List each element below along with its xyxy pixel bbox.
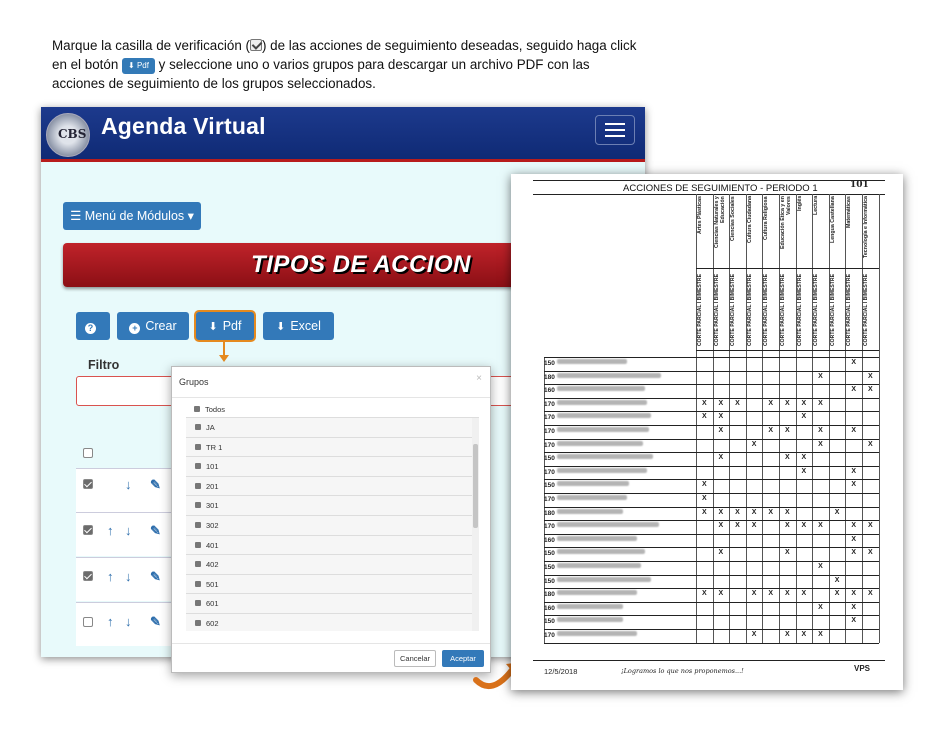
action-mark: X (867, 549, 873, 557)
action-mark: X (834, 508, 840, 516)
action-mark: X (801, 631, 807, 638)
report-date: 12/5/2018 (544, 667, 578, 676)
period-header: CORTE PARCIAL I BIMESTRE (846, 274, 853, 346)
modal-title: Grupos (179, 377, 209, 387)
list-item[interactable]: 401 (186, 536, 479, 556)
subject-header: Artes Plásticas (697, 196, 703, 234)
redacted-name (557, 536, 637, 541)
list-item[interactable]: 501 (186, 575, 479, 595)
action-mark: X (784, 454, 790, 462)
redacted-name (557, 604, 623, 609)
student-row: 170 (544, 493, 627, 507)
action-mark: X (818, 563, 823, 570)
select-all-groups[interactable]: Todos (194, 405, 225, 414)
checkbox-icon (194, 406, 200, 412)
redacted-name (557, 590, 637, 595)
action-mark: X (834, 590, 840, 598)
redacted-name (557, 563, 641, 568)
action-mark: X (801, 590, 807, 598)
action-mark: X (851, 427, 857, 434)
action-mark: X (718, 427, 724, 434)
period-header: CORTE PARCIAL I BIMESTRE (796, 274, 803, 346)
student-row: 150 (544, 452, 653, 466)
redacted-name (557, 617, 623, 622)
student-row: 160 (544, 534, 637, 548)
student-row: 180 (544, 588, 637, 602)
filter-label: Filtro (88, 358, 120, 372)
redacted-name (557, 373, 661, 378)
action-mark: X (801, 399, 807, 407)
action-mark: X (751, 440, 757, 448)
period-header: CORTE PARCIAL I BIMESTRE (813, 274, 820, 346)
checkbox-icon (250, 39, 262, 51)
action-mark: X (701, 399, 707, 407)
action-mark: X (751, 590, 757, 598)
action-mark: X (751, 508, 757, 516)
action-mark: X (867, 522, 873, 530)
redacted-name (557, 386, 645, 391)
student-row: 170 (544, 439, 643, 453)
redacted-name (557, 454, 653, 459)
plus-icon: + (129, 323, 140, 334)
action-mark: X (735, 522, 740, 530)
row-checkbox[interactable] (83, 617, 93, 627)
groups-modal (171, 366, 491, 673)
period-header: CORTE PARCIAL I BIMESTRE (730, 274, 737, 346)
action-mark: X (801, 454, 807, 462)
arrow-down-icon[interactable]: ↓ (125, 477, 132, 492)
help-button[interactable] (76, 312, 110, 340)
action-mark: X (735, 399, 740, 407)
action-mark: X (867, 440, 873, 448)
checkbox-icon (195, 620, 201, 626)
download-icon: ⬇ (208, 321, 218, 333)
arrow-down-icon (219, 355, 229, 362)
checkbox-icon (195, 463, 201, 469)
checkbox-icon (195, 424, 201, 430)
student-row: 150 (544, 357, 627, 371)
action-mark: X (784, 631, 790, 638)
action-mark: X (718, 522, 724, 530)
period-header: CORTE PARCIAL I BIMESTRE (780, 274, 786, 346)
student-row: 170 (544, 425, 649, 439)
page-title: TIPOS DE ACCION (251, 251, 471, 278)
action-mark: X (818, 631, 823, 638)
action-mark: X (701, 481, 707, 489)
arrow-up-icon[interactable]: ↑ (107, 569, 114, 584)
list-item[interactable]: TR 1 (186, 438, 479, 458)
action-mark: X (851, 386, 857, 394)
list-item[interactable]: JA (186, 418, 479, 438)
school-logo: CBS (46, 113, 90, 157)
redacted-name (557, 509, 623, 514)
action-mark: X (851, 522, 857, 530)
action-mark: X (701, 495, 707, 502)
row-checkbox[interactable] (83, 571, 93, 581)
student-row: 150 (544, 561, 641, 575)
select-all-checkbox[interactable] (83, 448, 93, 458)
student-row: 170 (544, 466, 647, 480)
cancel-button[interactable]: Cancelar (394, 650, 436, 667)
action-mark: X (701, 508, 707, 516)
subject-header: Cultura Religiosa (763, 196, 770, 240)
action-mark: X (784, 590, 790, 598)
action-mark: X (768, 399, 774, 407)
redacted-name (557, 468, 647, 473)
arrow-up-icon[interactable]: ↑ (107, 523, 114, 538)
subject-header: Ciencias Sociales (730, 196, 737, 241)
modules-menu-button[interactable]: ☰ Menú de Módulos ▾ (63, 202, 201, 230)
period-header: CORTE PARCIAL I BIMESTRE (746, 274, 753, 346)
action-mark: X (851, 603, 857, 611)
subject-header: Educación Ética y en Valores (780, 196, 792, 249)
scrollbar[interactable] (472, 418, 479, 631)
redacted-name (557, 522, 659, 527)
student-row: 150 (544, 575, 651, 589)
action-mark: X (718, 413, 724, 421)
checkbox-icon (195, 542, 201, 548)
report-motto: ¡Logramos lo que nos proponemos...! (621, 667, 744, 675)
student-row: 150 (544, 615, 623, 629)
action-mark: X (768, 590, 774, 598)
list-item[interactable]: 402 (186, 555, 479, 575)
student-row: 180 (544, 371, 661, 385)
list-item[interactable]: 101 (186, 457, 479, 477)
report-title: ACCIONES DE SEGUIMIENTO - PERIODO 1 (623, 183, 818, 194)
action-mark: X (818, 399, 823, 407)
close-icon[interactable]: × (476, 373, 482, 384)
redacted-name (557, 427, 649, 432)
action-mark: X (818, 427, 823, 434)
checkbox-icon (195, 444, 201, 450)
vps-logo: VPS (854, 664, 871, 673)
question-icon: ? (85, 323, 96, 334)
subject-header: Lengua Castellana (829, 196, 836, 243)
checkbox-icon (195, 502, 201, 508)
list-item[interactable]: 602 (186, 614, 479, 631)
action-mark: X (768, 508, 774, 516)
action-mark: X (867, 590, 873, 598)
student-row: 170 (544, 629, 637, 643)
action-mark: X (818, 440, 823, 448)
student-row: 160 (544, 602, 623, 616)
action-mark: X (851, 590, 857, 598)
checkbox-icon (195, 581, 201, 587)
list-item[interactable]: 302 (186, 516, 479, 536)
row-checkbox[interactable] (83, 525, 93, 535)
group-list (186, 417, 479, 631)
period-header: CORTE PARCIAL I BIMESTRE (829, 274, 836, 346)
create-button[interactable]: + Crear (117, 312, 189, 340)
edit-icon[interactable]: ✎ (150, 569, 161, 584)
checkbox-icon (195, 483, 201, 489)
action-mark: X (818, 372, 823, 380)
redacted-name (557, 549, 645, 554)
accept-button[interactable]: Aceptar (442, 650, 484, 667)
excel-button[interactable]: ⬇ Excel (263, 312, 334, 340)
subject-header: Matemáticas (846, 196, 853, 228)
action-mark: X (718, 399, 724, 407)
action-mark: X (801, 522, 807, 530)
redacted-name (557, 495, 627, 500)
hamburger-menu-button[interactable] (595, 115, 635, 145)
action-mark: X (851, 481, 857, 489)
list-item[interactable]: 601 (186, 594, 479, 614)
action-mark: X (718, 549, 724, 557)
download-icon: ⬇ (276, 321, 286, 333)
list-item[interactable]: 201 (186, 477, 479, 497)
action-mark: X (801, 467, 807, 475)
period-header: CORTE PARCIAL I BIMESTRE (713, 274, 720, 346)
action-mark: X (851, 359, 857, 366)
action-mark: X (751, 631, 757, 638)
arrow-down-icon[interactable]: ↓ (125, 614, 132, 629)
action-mark: X (867, 372, 873, 380)
action-mark: X (735, 508, 740, 516)
period-header: CORTE PARCIAL I BIMESTRE (763, 274, 770, 346)
arrow-down-icon[interactable]: ↓ (125, 523, 132, 538)
action-mark: X (784, 508, 790, 516)
action-mark: X (818, 522, 823, 530)
subject-header: Lectura (813, 196, 820, 216)
checkbox-icon (195, 600, 201, 606)
action-mark: X (701, 590, 707, 598)
pdf-report-preview (511, 174, 903, 690)
action-mark: X (784, 522, 790, 530)
student-row: 170 (544, 520, 659, 534)
pdf-chip: ⬇ Pdf (122, 58, 155, 74)
action-mark: X (768, 427, 774, 434)
pdf-button[interactable]: ⬇ Pdf (196, 312, 254, 340)
action-mark: X (784, 549, 790, 557)
action-mark: X (834, 576, 840, 584)
student-row: 160 (544, 384, 645, 398)
student-row: 170 (544, 398, 647, 412)
action-mark: X (751, 522, 757, 530)
app-title: Agenda Virtual (101, 113, 266, 139)
edit-icon[interactable]: ✎ (150, 614, 161, 629)
subject-header: Inglés (796, 196, 803, 212)
student-row: 150 (544, 479, 629, 493)
checkbox-icon (195, 522, 201, 528)
action-mark: X (851, 535, 857, 543)
redacted-name (557, 577, 651, 582)
app-header (41, 107, 645, 162)
action-mark: X (851, 549, 857, 557)
redacted-name (557, 400, 647, 405)
instructions-text: Marque la casilla de verificación ( ) de las acciones de seguimiento deseadas, seguido haga click en el botón ⬇ Pdf y seleccione uno o varios grupos para descargar un archivo PDF con las acciones de seguimiento de los grupos seleccionados. (52, 38, 637, 91)
report-group: 101 (850, 180, 869, 190)
subject-header: Ciencias Naturales y Educación (713, 196, 726, 248)
arrow-down-icon[interactable]: ↓ (125, 569, 132, 584)
redacted-name (557, 481, 629, 486)
redacted-name (557, 413, 651, 418)
action-mark: X (818, 603, 823, 611)
redacted-name (557, 441, 643, 446)
action-mark: X (784, 399, 790, 407)
subject-header: Cultura Ciudadana (746, 196, 753, 244)
action-mark: X (718, 590, 724, 598)
edit-icon[interactable]: ✎ (150, 523, 161, 538)
action-mark: X (867, 386, 873, 394)
period-header: CORTE PARCIAL I BIMESTRE (863, 274, 869, 346)
action-mark: X (784, 427, 790, 434)
arrow-up-icon[interactable]: ↑ (107, 614, 114, 629)
redacted-name (557, 359, 627, 364)
action-mark: X (851, 617, 857, 625)
redacted-name (557, 631, 637, 636)
student-row: 180 (544, 507, 623, 521)
list-item[interactable]: 301 (186, 496, 479, 516)
period-header: CORTE PARCIAL I BIMESTRE (697, 274, 703, 346)
action-mark: X (701, 413, 707, 421)
action-mark: X (718, 508, 724, 516)
action-mark: X (801, 413, 807, 421)
checkbox-icon (195, 561, 201, 567)
edit-icon[interactable]: ✎ (150, 477, 161, 492)
student-row: 170 (544, 411, 651, 425)
row-checkbox[interactable] (83, 479, 93, 489)
action-mark: X (851, 467, 857, 475)
subject-header: Tecnología e Informática (863, 196, 869, 259)
action-mark: X (718, 454, 724, 462)
student-row: 150 (544, 547, 645, 561)
